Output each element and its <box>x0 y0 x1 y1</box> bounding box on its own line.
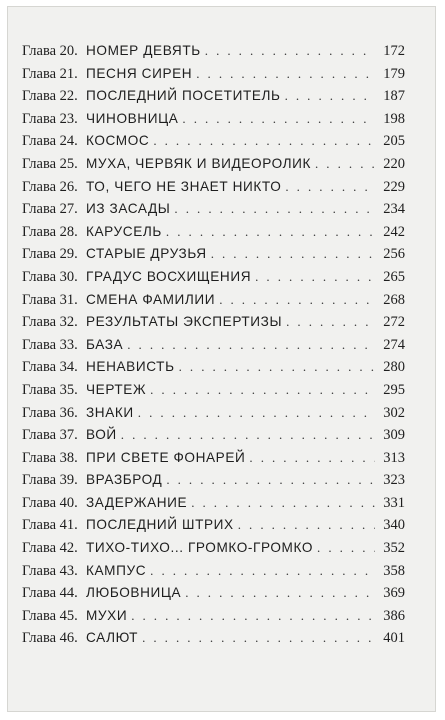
dot-leader <box>182 111 375 127</box>
toc-entry <box>22 201 405 224</box>
chapter-title: ИЗ ЗАСАДЫ <box>86 201 171 217</box>
chapter-title: МУХА, ЧЕРВЯК И ВИДЕОРОЛИК <box>86 155 311 171</box>
page-number: 323 <box>383 472 405 489</box>
toc-entry <box>22 179 405 202</box>
page-number: 272 <box>383 314 405 331</box>
dot-leader <box>174 201 375 217</box>
dot-leader <box>315 156 375 172</box>
page-number: 352 <box>383 540 405 557</box>
chapter-number: Глава 31. <box>22 291 78 308</box>
chapter-title: БАЗА <box>86 336 124 352</box>
chapter-number: Глава 35. <box>22 381 78 398</box>
toc-entry <box>22 495 405 518</box>
chapter-number: Глава 21. <box>22 65 78 82</box>
chapter-title: ПРИ СВЕТЕ ФОНАРЕЙ <box>86 449 246 465</box>
chapter-number: Глава 25. <box>22 155 78 172</box>
chapter-title: ВОЙ <box>86 427 117 443</box>
chapter-title: ТИХО-ТИХО... ГРОМКО-ГРОМКО <box>86 540 314 556</box>
page-number: 172 <box>383 43 405 59</box>
dot-leader <box>285 88 375 104</box>
toc-entry <box>22 427 405 450</box>
chapter-number: Глава 27. <box>22 201 78 218</box>
dot-leader <box>255 269 375 285</box>
chapter-number: Глава 42. <box>22 540 78 557</box>
toc-entry <box>22 133 405 156</box>
chapter-number: Глава 34. <box>22 359 78 376</box>
chapter-title: НЕНАВИСТЬ <box>86 359 175 375</box>
chapter-number: Глава 32. <box>22 314 78 331</box>
dot-leader <box>249 450 375 466</box>
chapter-title: КОСМОС <box>86 133 150 149</box>
page-number: 358 <box>383 562 405 579</box>
chapter-title: ЧИНОВНИЦА <box>86 110 179 126</box>
toc-entry <box>22 585 405 608</box>
dot-leader <box>150 382 375 398</box>
toc-entry <box>22 292 405 315</box>
chapter-number: Глава 45. <box>22 607 78 624</box>
toc-entry <box>22 450 405 473</box>
page-number: 274 <box>383 336 405 353</box>
chapter-title: РЕЗУЛЬТАТЫ ЭКСПЕРТИЗЫ <box>86 314 283 330</box>
chapter-number: Глава 29. <box>22 246 78 263</box>
toc-entry <box>22 563 405 586</box>
toc-entry <box>22 517 405 540</box>
page-number: 229 <box>383 178 405 195</box>
chapter-title: СМЕНА ФАМИЛИИ <box>86 291 216 307</box>
dot-leader <box>131 608 375 624</box>
dot-leader <box>219 292 375 308</box>
page-number: 386 <box>383 607 405 624</box>
chapter-title: КАМПУС <box>86 562 147 578</box>
toc-entry <box>22 472 405 495</box>
page-number: 198 <box>383 110 405 127</box>
chapter-number: Глава 28. <box>22 223 78 240</box>
toc-entry <box>22 382 405 405</box>
chapter-title: НОМЕР ДЕВЯТЬ <box>86 43 201 58</box>
chapter-title: ЧЕРТЕЖ <box>86 381 147 397</box>
chapter-number: Глава 37. <box>22 427 78 444</box>
toc-entry <box>22 337 405 360</box>
chapter-title: СТАРЫЕ ДРУЗЬЯ <box>86 246 207 262</box>
chapter-number: Глава 24. <box>22 133 78 150</box>
toc-entry <box>22 630 405 653</box>
page-number: 265 <box>383 268 405 285</box>
dot-leader <box>150 563 375 579</box>
page-number: 295 <box>383 381 405 398</box>
chapter-title: ПОСЛЕДНИЙ ПОСЕТИТЕЛЬ <box>86 88 281 104</box>
dot-leader <box>166 224 375 240</box>
toc-entry <box>22 43 405 66</box>
toc-entry <box>22 359 405 382</box>
toc-entry <box>22 224 405 247</box>
chapter-title: ПЕСНЯ СИРЕН <box>86 65 193 81</box>
chapter-number: Глава 40. <box>22 494 78 511</box>
dot-leader <box>127 337 375 353</box>
chapter-title: САЛЮТ <box>86 630 139 646</box>
toc-entry <box>22 314 405 337</box>
page-number: 313 <box>383 449 405 466</box>
dot-leader <box>121 427 375 443</box>
page-number: 309 <box>383 427 405 444</box>
chapter-number: Глава 36. <box>22 404 78 421</box>
dot-leader <box>166 472 375 488</box>
toc-entry <box>22 111 405 134</box>
toc-entry <box>22 540 405 563</box>
toc-entry <box>22 608 405 631</box>
book-page <box>7 6 436 712</box>
dot-leader <box>317 540 375 556</box>
dot-leader <box>138 405 375 421</box>
chapter-title: ЗНАКИ <box>86 404 134 420</box>
page-number: 256 <box>383 246 405 263</box>
dot-leader <box>142 630 375 646</box>
dot-leader <box>179 359 375 375</box>
page-number: 280 <box>383 359 405 376</box>
toc-entry <box>22 66 405 89</box>
chapter-number: Глава 26. <box>22 178 78 195</box>
chapter-title: ТО, ЧЕГО НЕ ЗНАЕТ НИКТО <box>86 178 282 194</box>
chapter-number: Глава 30. <box>22 268 78 285</box>
page-number: 187 <box>383 88 405 105</box>
page-number: 205 <box>383 133 405 150</box>
dot-leader <box>196 66 375 82</box>
chapter-title: ЗАДЕРЖАНИЕ <box>86 494 188 510</box>
dot-leader <box>185 585 375 601</box>
page-number: 331 <box>383 494 405 511</box>
page-number: 268 <box>383 291 405 308</box>
chapter-number: Глава 44. <box>22 585 78 602</box>
chapter-title: МУХИ <box>86 607 128 623</box>
dot-leader <box>238 517 375 533</box>
table-of-contents <box>22 43 405 653</box>
page-number: 234 <box>383 201 405 218</box>
toc-entry <box>22 405 405 428</box>
page-number: 302 <box>383 404 405 421</box>
page-number: 369 <box>383 585 405 602</box>
chapter-title: ВРАЗБРОД <box>86 472 163 488</box>
page-number: 401 <box>383 630 405 647</box>
chapter-number: Глава 39. <box>22 472 78 489</box>
chapter-number: Глава 33. <box>22 336 78 353</box>
chapter-number: Глава 46. <box>22 630 78 647</box>
dot-leader <box>205 43 375 59</box>
toc-entry <box>22 88 405 111</box>
chapter-number: Глава 43. <box>22 562 78 579</box>
chapter-title: КАРУСЕЛЬ <box>86 223 162 239</box>
chapter-number: Глава 20. <box>22 43 78 59</box>
chapter-title: ПОСЛЕДНИЙ ШТРИХ <box>86 517 234 533</box>
chapter-title: ГРАДУС ВОСХИЩЕНИЯ <box>86 268 252 284</box>
dot-leader <box>286 314 375 330</box>
dot-leader <box>191 495 375 511</box>
toc-entry <box>22 246 405 269</box>
toc-entry <box>22 156 405 179</box>
chapter-number: Глава 38. <box>22 449 78 466</box>
chapter-number: Глава 23. <box>22 110 78 127</box>
page-number: 242 <box>383 223 405 240</box>
chapter-number: Глава 22. <box>22 88 78 105</box>
page-number: 340 <box>383 517 405 534</box>
chapter-number: Глава 41. <box>22 517 78 534</box>
chapter-title: ЛЮБОВНИЦА <box>86 585 182 601</box>
page-number: 220 <box>383 155 405 172</box>
dot-leader <box>285 179 375 195</box>
dot-leader <box>211 246 375 262</box>
dot-leader <box>153 133 375 149</box>
toc-entry <box>22 269 405 292</box>
page-number: 179 <box>383 65 405 82</box>
